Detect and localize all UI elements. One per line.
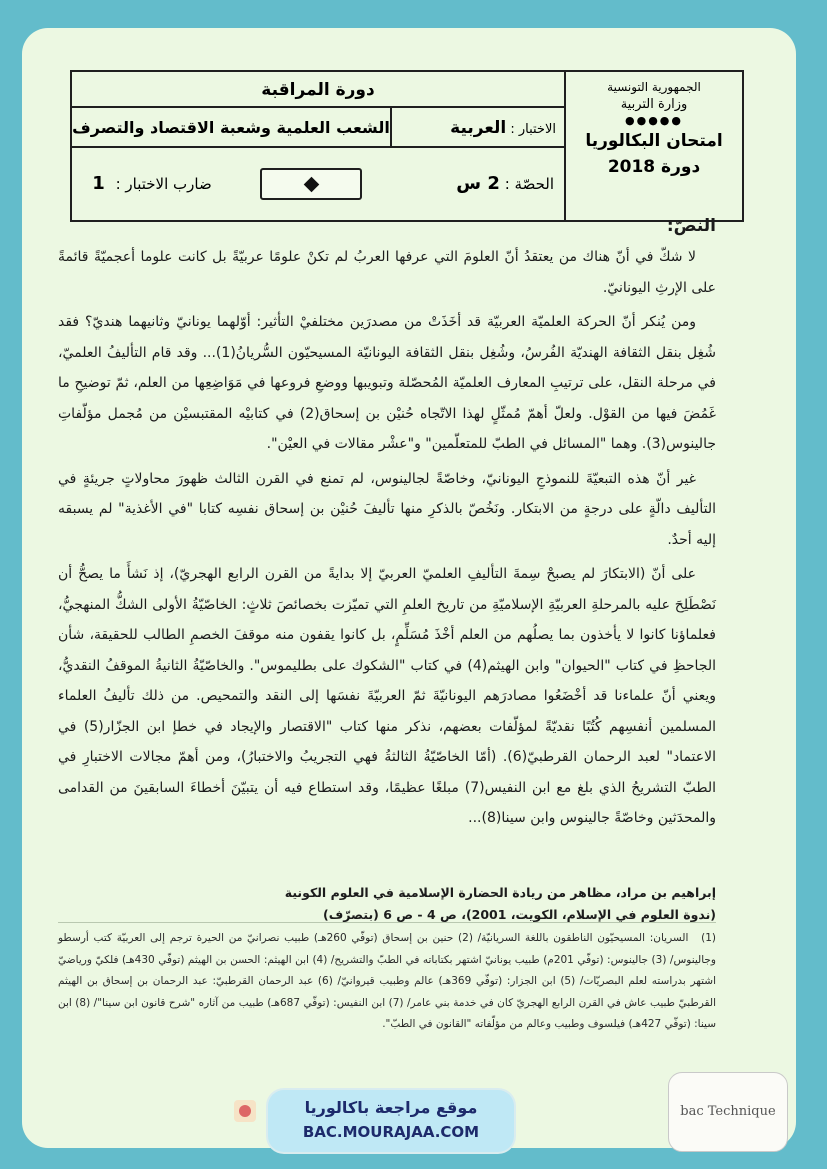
exam-header — [70, 70, 744, 222]
diamond-box — [232, 148, 390, 220]
duration-label: الحصّة : — [504, 175, 554, 193]
exam-session: دورة 2018 — [607, 157, 701, 177]
site-url[interactable]: BAC.MOURAJAA.COM — [302, 1123, 480, 1141]
text-title: النصّ: — [666, 216, 716, 236]
branches: الشعب العلمية وشعبة الاقتصاد والتصرف — [72, 118, 390, 137]
source-line-2: (ندوة العلوم في الإسلام، الكويت، 2001)، ص 4 - ص 6 (بتصرّف) — [323, 907, 716, 922]
footnotes — [58, 928, 716, 1036]
dots: ●●●●● — [625, 114, 683, 127]
duration — [390, 148, 564, 220]
test-subject-value: العربية — [450, 118, 507, 138]
test-subject — [390, 108, 564, 146]
footnote-text: السريان: المسيحيّون الناطقون باللغة السريانيّة/ (2) حنين بن إسحاق (توفّي 260هـ) طبيب نصرانيّ من الحيرة ترجم إلى العربيّة كتب أرسطو وجالينوس/ (3) جالينوس: (توفّي 201م) طبيب يونانيّ اشتهر بكتاباته في الطبّ والتشريح/ (4) ابن الهيثم: الحسن بن الهيثم (توفّي 430هـ) فلكيّ ورياضيّ اشتهر بدراسته لعلم البصريّات/ (5) ابن الجزار: (توفّي 369هـ) عالم وطبيب قيروانيّ/ (6) عبد الرحمان القرطبيّ: عبد الرحمان بن إسحاق بن الهيثم القرطبيّ طبيب عاش في القرن الرابع الهجريّ كان في خدمة بني عامر/ (7) ابن النفيس: (توفّي 687هـ) طبيب من آثاره "شرح قانون ابن سينا"/ (8) ابن سينا: (توفّي 427هـ) فيلسوف وطبيب وعالم من مؤلّفاته "القانون في الطبّ". — [58, 932, 716, 1030]
coef-label: ضارب الاختبار : — [115, 175, 212, 193]
paragraph: لا شكّ في أنّ هناك من يعتقدُ أنّ العلومَ التي عرفها العربُ لم تكنْ علومًا عربيّةً بل كانت علوما أعجميّةً قائمةً على الإرثِ اليونانيّ. — [58, 249, 716, 296]
coefficient — [72, 148, 232, 220]
header-info-block — [72, 72, 566, 220]
duration-row — [72, 148, 564, 220]
header-ministry-block — [566, 72, 742, 220]
site-banner[interactable] — [268, 1090, 514, 1152]
paragraph: على أنّ (الابتكارَ لم يصبحْ سِمةَ التأليفِ العلميّ العربيّ إلا بدايةً من القرن الرابع الهجريّ)، إذ نَشأَ ما يصحُّ أن نَصْطَلِحَ عليه بالمرحلةِ العربيّةِ الإسلاميّةِ من تاريخ العلمِ التي تميّزت بخصائصَ ثلاثٍ: الخاصّيّةُ الأولى الشكُّ المنهجيُّ، فعلماؤنا كانوا لا يأخذون بما يصلُهم من العلم أخْذَ مُسَلِّمٍ، بل كانوا يقفون منه موقفَ الخصمِ الطالب للحقيقة، شأن الجاحظِ في كتاب "الحيوان" وابن الهيثم(4) في كتاب "الشكوك على بطليموس". والخاصّيّةُ الثانيةُ الموقفُ النقديُّ، ويعني أنّ علماءنا قد أخْضَعُوا مصادرَهم اليونانيّةَ ثمّ العربيّةَ نفسَها إلى النقد والتمحيص. من ذلك تأليفُ العلماء المسلمين أنفسِهم كُتُبًا نقديّةً لمؤلّفات بعضهم، نذكر منها كتاب "الاقتصار والإيجاد في خطإ ابن الجزّار(5) في الاعتماد" لعبد الرحمان القرطبيّ(6). (أمّا الخاصّيّةُ الثالثةُ فهي التجريبُ والاختبارُ)، ومن أهمّ مجالات الاختبارِ في الطبّ التشريحُ الذي بلغ مع ابن النفيس(7) مبلغًا عظيمًا، وقد استطاع فيه أن يتبيّنَ أخطاءَ السابقينَ من القدامى والمحدَثين وخاصّةً جالينوس وابن سينا(8)... — [58, 566, 717, 826]
source-line-1: إبراهيم بن مراد، مظاهر من ريادة الحضارة الإسلامية في العلوم الكونية — [284, 885, 716, 900]
watermark-stamp: bac Technique — [668, 1072, 788, 1152]
diamond-icon — [303, 176, 319, 192]
footnote-number: (1) — [701, 932, 716, 944]
ministry: وزارة التربية — [620, 97, 688, 112]
duration-value: 2 س — [456, 173, 500, 194]
source-citation — [150, 882, 716, 926]
site-logo-icon — [234, 1100, 256, 1122]
text-section — [58, 216, 716, 838]
coef-value: 1 — [92, 173, 105, 194]
site-name-arabic[interactable]: موقع مراجعة باكالوريا — [304, 1098, 478, 1117]
exam-name: امتحان البكالوريا — [585, 131, 723, 151]
subject-row — [72, 108, 564, 148]
session-type: دورة المراقبة — [72, 72, 564, 108]
test-label: الاختبار : — [510, 122, 556, 137]
paragraph: غير أنّ هذه التبعيّةَ للنموذجِ اليونانيّ، وخاصّةً لجالينوس، لم تمنع في القرن الثالث ظهورَ محاولاتٍ جريئةٍ في التأليف دالّةٍ على درجةٍ من الابتكار. ونَخُصّ بالذكرِ منها تأليفَ حُنيْن بن إسحاق نفسِه كتابا "في الأغذية" لم يسبقه إليه أحدٌ. — [58, 470, 716, 548]
republic: الجمهورية التونسية — [607, 80, 701, 94]
paragraph: ومن يُنكر أنّ الحركة العلميّة العربيّة قد أخَذَتْ من مصدرَين مختلفيْ التأثير: أوّلهما يونانيّ وثانيهما هنديّ؟ فقد شُغِل بنقل الثقافة الهنديّة الفُرسُ، وشُغِل بنقل الثقافة اليونانيّة المسيحيّون السُّريانُ(1)... وقد قام التأليفُ العلميّ، في مرحلة النقل، على ترتيبِ المعارف العلميّة المُحصّلة وتبويبها ووضعِ فروعها في مَوَاضِعِها من العلم، ثمّ توضيحِ ما غَمُضَ فيها من القوْل. ولعلّ أهمّ مُمثّلٍ لهذا الاتّجاه حُنيْن بن إسحاق(2) في كتابيْه المقتبسيْن من مُجمل مؤلّفاتِ جالينوس(3). وهما "المسائل في الطبّ للمتعلّمين" و"عشْر مقالات في العيْن". — [58, 314, 717, 452]
footnotes-divider — [58, 922, 716, 923]
